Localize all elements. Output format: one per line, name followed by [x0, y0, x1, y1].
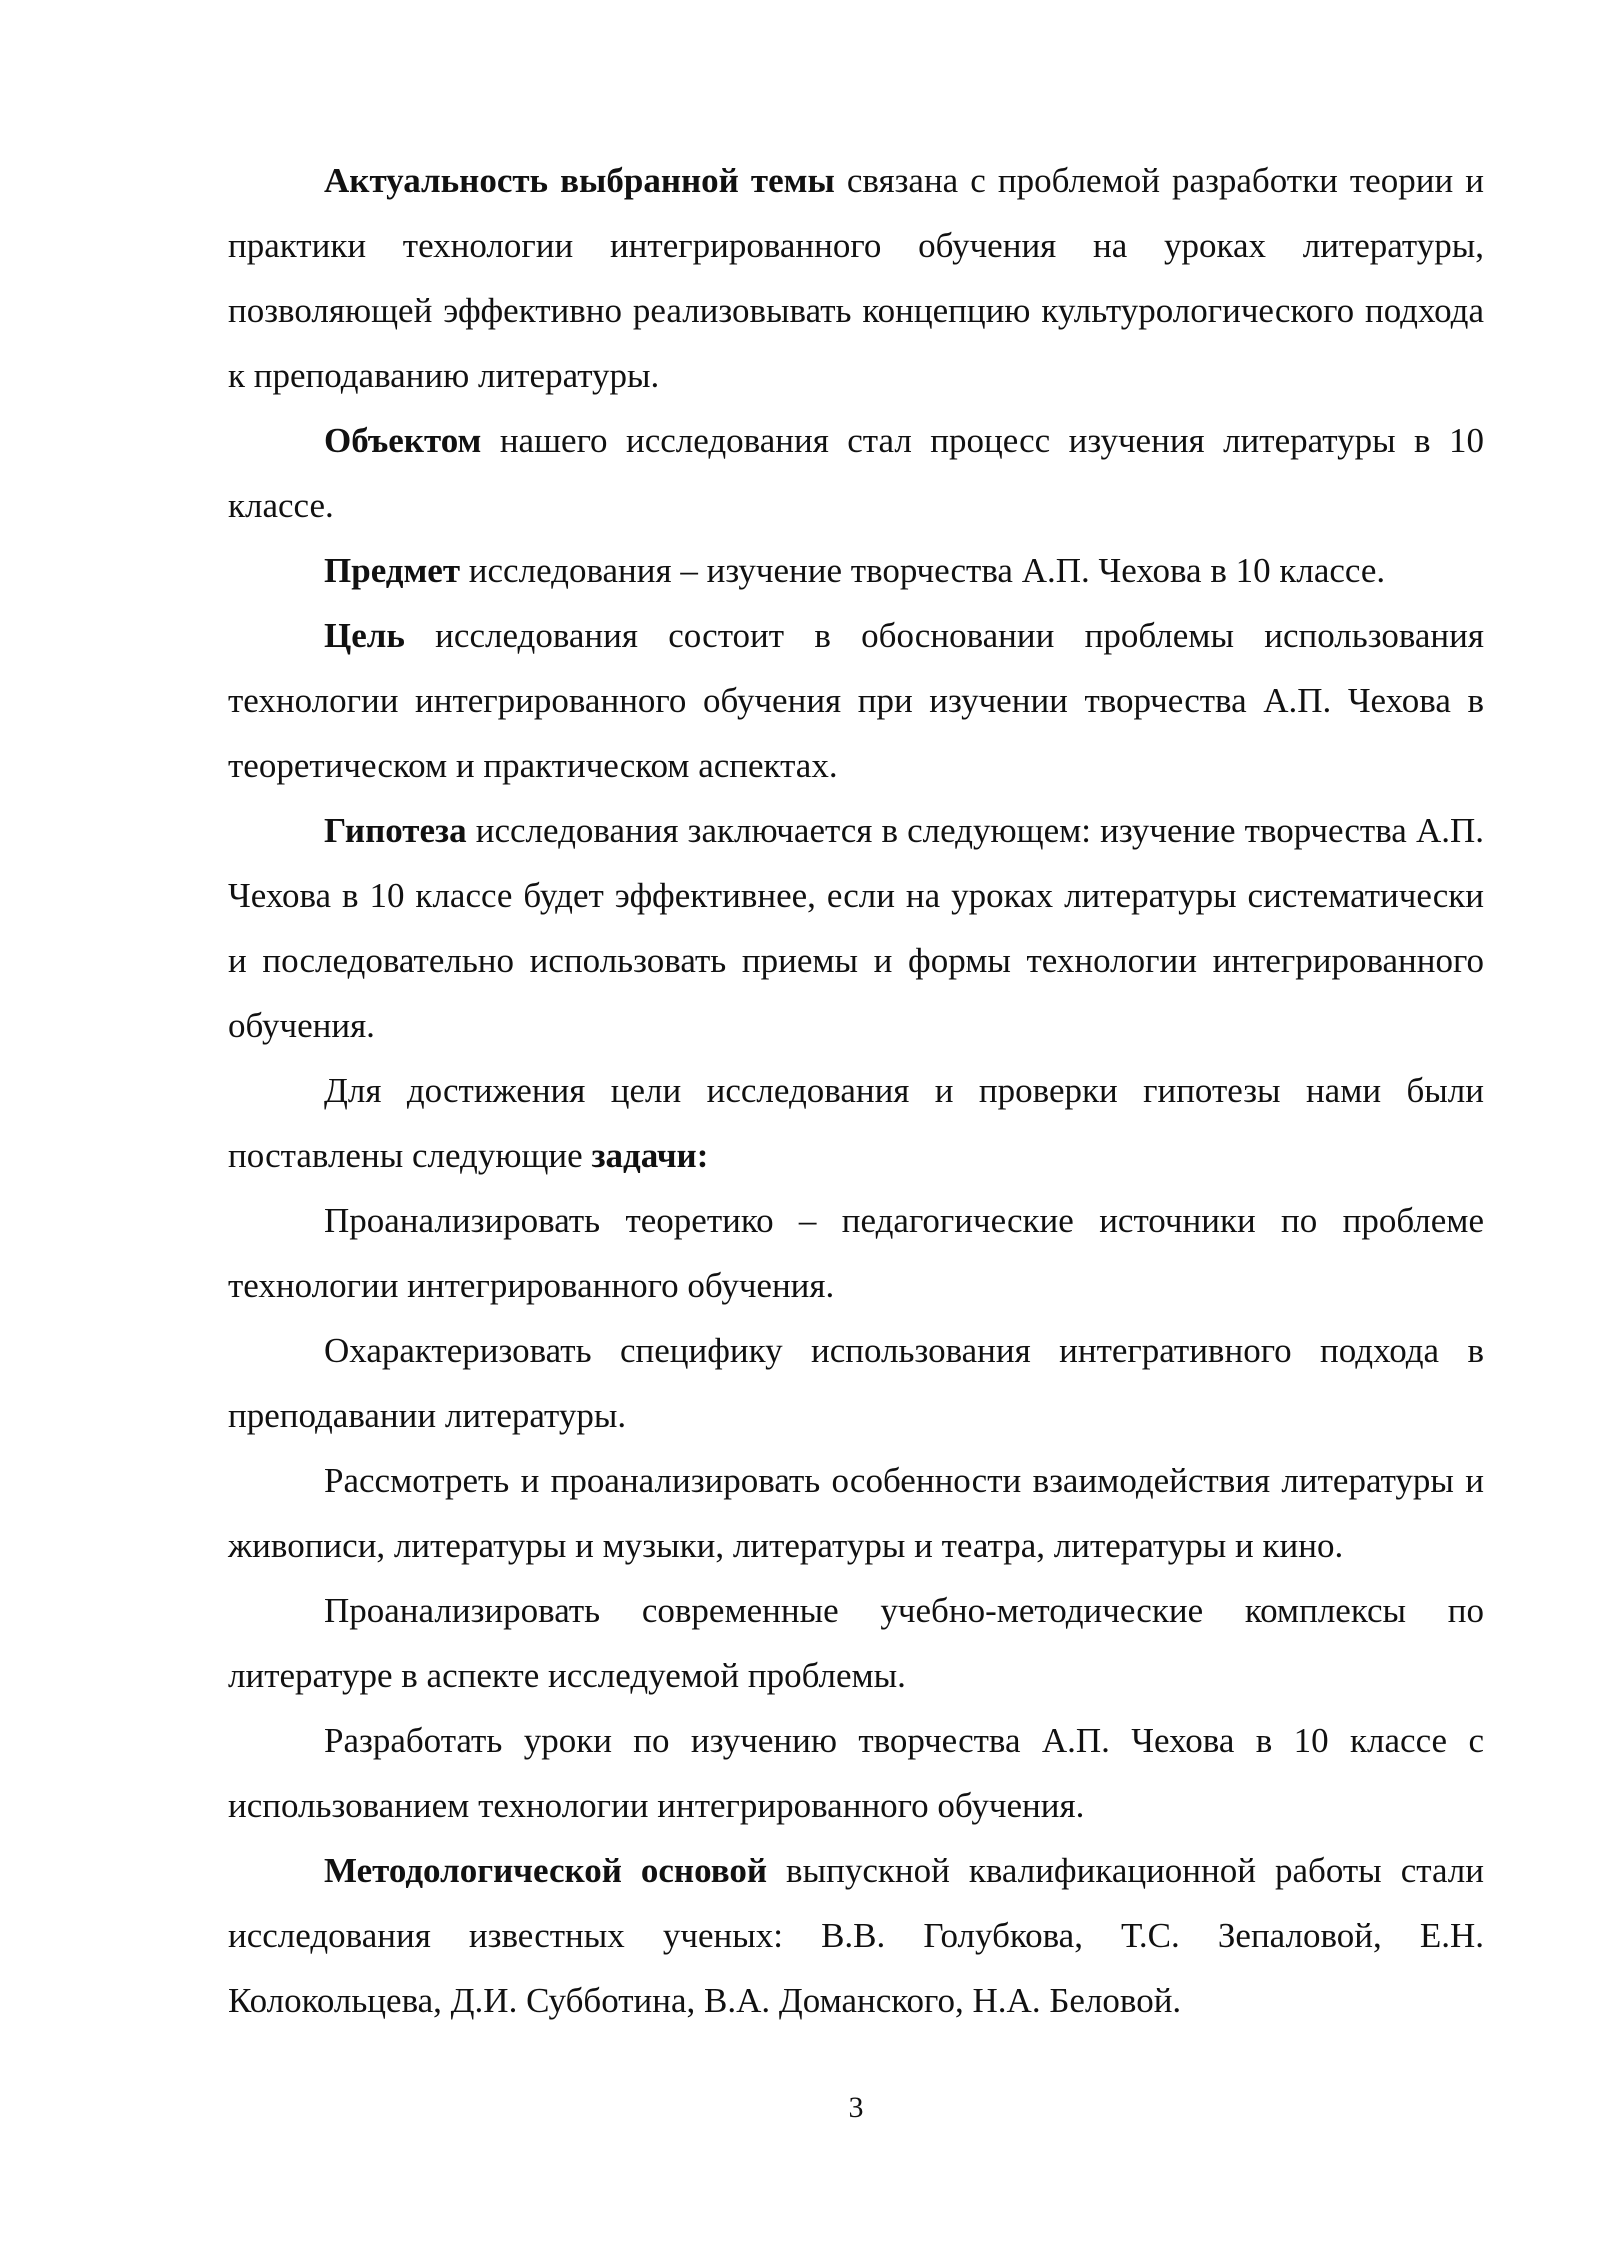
paragraph-object	[228, 408, 1484, 538]
term-methodology: Методологической основой	[324, 1851, 768, 1890]
term-goal: Цель	[324, 616, 405, 655]
paragraph-subject	[228, 538, 1484, 603]
paragraph-task-5	[228, 1708, 1484, 1838]
paragraph-text: выпускной квалификационной работы стали исследования известных ученых: В.В. Голубкова, Т.С. Зепаловой, Е.Н. Колокольцева, Д.И. Субботина, В.А. Доманского, Н.А. Беловой.	[228, 1851, 1484, 2020]
paragraph-task-3	[228, 1448, 1484, 1578]
paragraph-task-1	[228, 1188, 1484, 1318]
paragraph-tasks-intro	[228, 1058, 1484, 1188]
paragraph-goal	[228, 603, 1484, 798]
paragraph-hypothesis	[228, 798, 1484, 1058]
paragraph-text: Проанализировать теоретико – педагогические источники по проблеме технологии интегрированного обучения.	[228, 1201, 1484, 1305]
paragraph-text: нашего исследования стал процесс изучения литературы в 10 классе.	[228, 421, 1484, 525]
paragraph-text: Проанализировать современные учебно-методические комплексы по литературе в аспекте исследуемой проблемы.	[228, 1591, 1484, 1695]
paragraph-text: исследования заключается в следующем: изучение творчества А.П. Чехова в 10 классе будет эффективнее, если на уроках литературы систематически и последовательно использовать приемы и формы технологии интегрированного обучения.	[228, 811, 1484, 1045]
paragraph-text: Разработать уроки по изучению творчества А.П. Чехова в 10 классе с использованием технологии интегрированного обучения.	[228, 1721, 1484, 1825]
paragraph-text: связана с проблемой разработки теории и практики технологии интегрированного обучения на уроках литературы, позволяющей эффективно реализовывать концепцию культурологического подхода к преподаванию литературы.	[228, 161, 1484, 395]
paragraph-text: исследования – изучение творчества А.П. Чехова в 10 классе.	[460, 551, 1386, 590]
paragraph-text: Охарактеризовать специфику использования интегративного подхода в преподавании литературы.	[228, 1331, 1484, 1435]
page-number: 3	[848, 2091, 864, 2124]
term-object: Объектом	[324, 421, 482, 460]
paragraph-text: Для достижения цели исследования и проверки гипотезы нами были поставлены следующие	[228, 1071, 1484, 1175]
paragraph-text: исследования состоит в обосновании проблемы использования технологии интегрированного обучения при изучении творчества А.П. Чехова в теоретическом и практическом аспектах.	[228, 616, 1484, 785]
term-subject: Предмет	[324, 551, 461, 590]
paragraph-methodology	[228, 1838, 1484, 2033]
term-tasks: задачи:	[591, 1136, 709, 1175]
paragraph-task-2	[228, 1318, 1484, 1448]
term-hypothesis: Гипотеза	[324, 811, 467, 850]
paragraph-relevance	[228, 148, 1484, 408]
paragraph-text: Рассмотреть и проанализировать особенности взаимодействия литературы и живописи, литературы и музыки, литературы и театра, литературы и кино.	[228, 1461, 1484, 1565]
document-page	[228, 148, 1484, 2033]
paragraph-task-4	[228, 1578, 1484, 1708]
term-relevance: Актуальность выбранной темы	[324, 161, 835, 200]
